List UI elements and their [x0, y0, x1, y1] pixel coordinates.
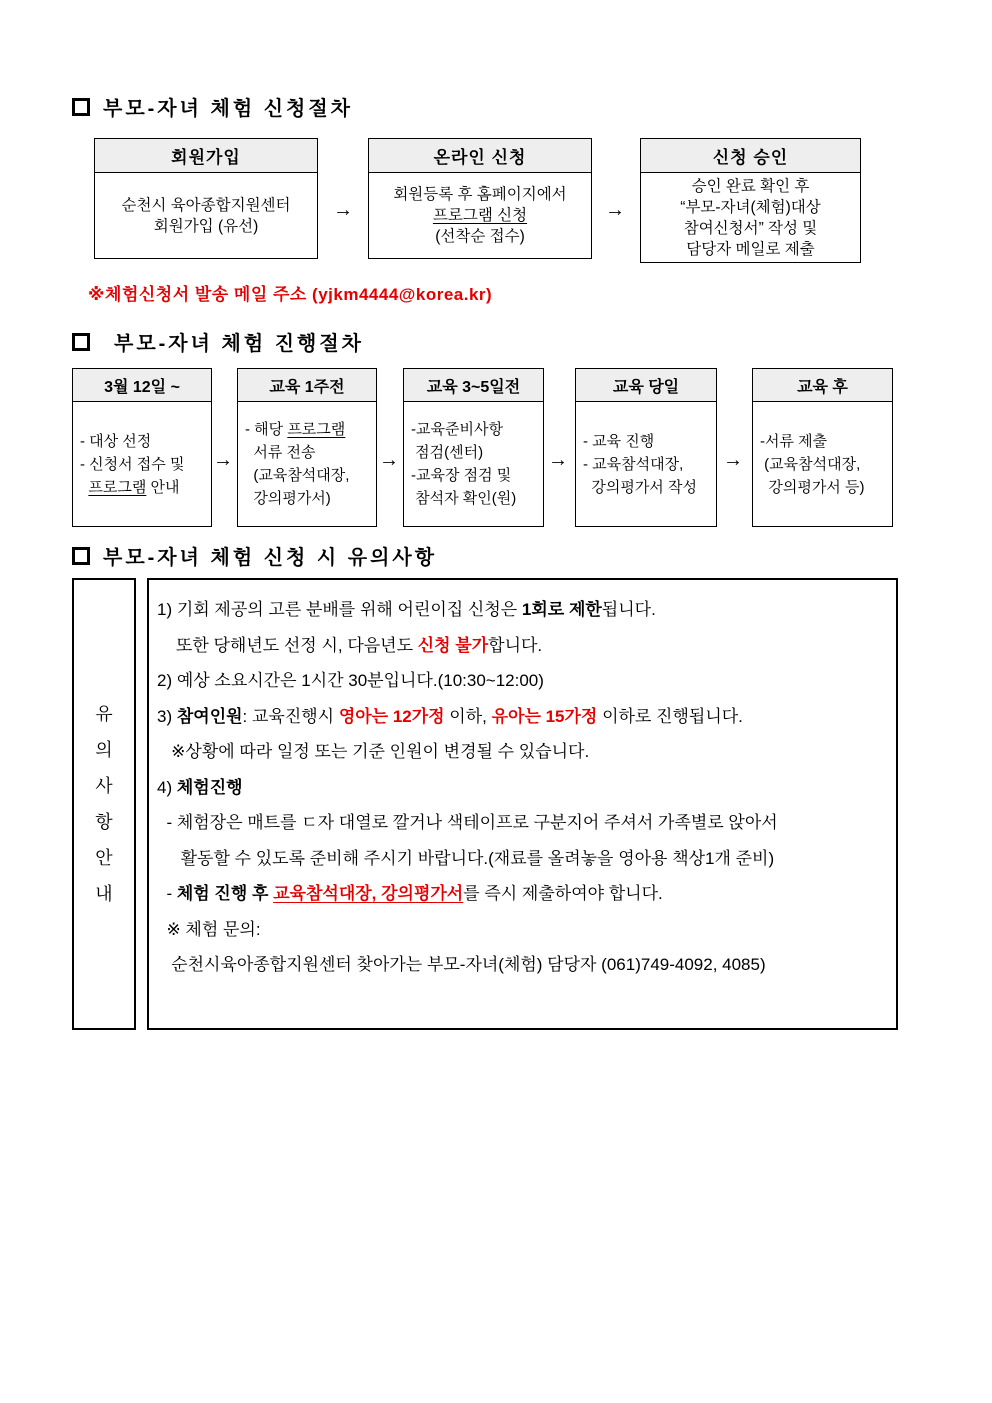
flow1-step-online-apply-header: 온라인 신청 — [369, 139, 591, 173]
text-line: - 해당 프로그램 — [245, 421, 346, 438]
text-line: 강의평가서 등) — [760, 478, 865, 496]
flow1-step-approval-body — [641, 173, 860, 262]
text-line: 회원등록 후 홈페이지에서 — [393, 186, 567, 203]
flow1-step-membership-body — [95, 173, 317, 258]
section3-title-text: 부모-자녀 체험 신청 시 유의사항 — [103, 547, 438, 569]
section3-title — [72, 541, 437, 570]
flow2-step-5-header: 교육 후 — [753, 369, 892, 402]
flow2-step-3 — [403, 368, 544, 527]
flow2-step-4 — [575, 368, 717, 527]
flow1-step-online-apply — [368, 138, 592, 259]
flow1-step-membership-header: 회원가입 — [95, 139, 317, 173]
text-line: - 체험장은 매트를 ㄷ자 대열로 깔거나 색테이프로 구분지어 주셔서 가족별로 앉아서 — [157, 813, 778, 832]
text-line: 점검(센터) — [411, 444, 484, 461]
flow2-step-5-body — [753, 402, 892, 526]
flow2-step-3-body — [404, 402, 543, 526]
text-line: 프로그램 신청 — [432, 207, 528, 224]
text-line: (교육참석대장, — [245, 467, 350, 484]
text-line: ※상황에 따라 일정 또는 기준 인원이 변경될 수 있습니다. — [157, 742, 590, 761]
sidebar-char: 유 — [95, 704, 113, 724]
text-line: 참여신청서” 작성 및 — [683, 219, 818, 237]
sidebar-char: 의 — [95, 740, 113, 760]
text-line: - 체험 진행 후 교육참석대장, 강의평가서를 즉시 제출하여야 합니다. — [157, 884, 663, 903]
flow2-step-1-header: 3월 12일 ~ — [73, 369, 211, 402]
email-note: ※체험신청서 발송 메일 주소 (yjkm4444@korea.kr) — [88, 285, 493, 304]
notes-sidebar-label — [72, 578, 136, 1030]
text-line: 또한 당해년도 선정 시, 다음년도 신청 불가합니다. — [157, 635, 543, 655]
text-line: - 대상 선정 — [80, 432, 152, 450]
flow2-step-2-body — [238, 402, 376, 526]
text-line: ※ 체험 문의: — [157, 919, 261, 939]
text-line: -서류 제출 — [760, 432, 828, 450]
text-line: (교육참석대장, — [760, 455, 861, 473]
sidebar-char: 사 — [95, 776, 113, 796]
text-line: - 교육참석대장, — [583, 455, 684, 473]
flow2-step-2 — [237, 368, 377, 527]
notes-panel — [147, 578, 898, 1030]
flow1-arrow-2-icon: → — [605, 199, 625, 221]
text-line: 참석자 확인(원) — [411, 490, 517, 507]
section1-title — [72, 92, 353, 121]
text-line: - 신청서 접수 및 — [80, 455, 185, 473]
text-line: 강의평가서 작성 — [583, 478, 697, 496]
text-line: (선착순 접수) — [435, 228, 525, 245]
square-bullet-icon — [72, 333, 90, 351]
text-line: 회원가입 (유선) — [153, 217, 259, 235]
flow2-arrow-2-icon: → — [379, 449, 399, 471]
flow1-step-approval — [640, 138, 861, 263]
flow1-step-membership — [94, 138, 318, 259]
flow2-step-1 — [72, 368, 212, 527]
text-line: 프로그램 안내 — [88, 478, 180, 496]
text-line: 순천시 육아종합지원센터 — [121, 196, 291, 214]
text-line: 4) 체험진행 — [157, 777, 243, 797]
sidebar-char: 내 — [95, 884, 113, 904]
square-bullet-icon — [72, 547, 90, 565]
section1-title-text: 부모-자녀 체험 신청절차 — [103, 98, 353, 120]
text-line: 강의평가서) — [245, 490, 331, 507]
flow2-step-5 — [752, 368, 893, 527]
text-line: 1) 기회 제공의 고른 분배를 위해 어린이집 신청은 1회로 제한됩니다. — [157, 600, 656, 619]
flow1-step-approval-header: 신청 승인 — [641, 139, 860, 173]
text-line: 승인 완료 확인 후 — [691, 177, 810, 195]
flow1-step-online-apply-body — [369, 173, 591, 258]
text-line: 담당자 메일로 제출 — [686, 240, 815, 258]
text-line: 3) 참여인원: 교육진행시 영아는 12가정 이하, 유아는 15가정 이하로 진행됩니다. — [157, 706, 743, 726]
flow2-step-1-body — [73, 402, 211, 526]
text-line: - 교육 진행 — [583, 432, 655, 450]
flow2-arrow-1-icon: → — [213, 449, 233, 471]
text-line: 순천시육아종합지원센터 찾아가는 부모-자녀(체험) 담당자 (061)749-4092, 4085) — [157, 955, 766, 974]
flow2-arrow-4-icon: → — [723, 449, 743, 471]
flow2-step-4-body — [576, 402, 716, 526]
section2-title — [72, 327, 364, 356]
text-line: 2) 예상 소요시간은 1시간 30분입니다.(10:30~12:00) — [157, 671, 544, 690]
sidebar-char: 안 — [95, 848, 113, 868]
section2-title-text: 부모-자녀 체험 진행절차 — [114, 333, 364, 355]
flow2-step-4-header: 교육 당일 — [576, 369, 716, 402]
text-line: 활동할 수 있도록 준비해 주시기 바랍니다.(재료를 올려놓을 영아용 책상1개 준비) — [157, 848, 775, 868]
flow2-step-3-header: 교육 3~5일전 — [404, 369, 543, 402]
text-line: -교육장 점검 및 — [411, 467, 512, 484]
flow1-arrow-1-icon: → — [333, 199, 353, 221]
text-line: 서류 전송 — [245, 444, 316, 461]
flow2-step-2-header: 교육 1주전 — [238, 369, 376, 402]
text-line: “부모-자녀(체험)대상 — [680, 198, 821, 216]
text-line: -교육준비사항 — [411, 421, 503, 438]
sidebar-char: 항 — [95, 812, 113, 832]
square-bullet-icon — [72, 98, 90, 116]
flow2-arrow-3-icon: → — [548, 449, 568, 471]
